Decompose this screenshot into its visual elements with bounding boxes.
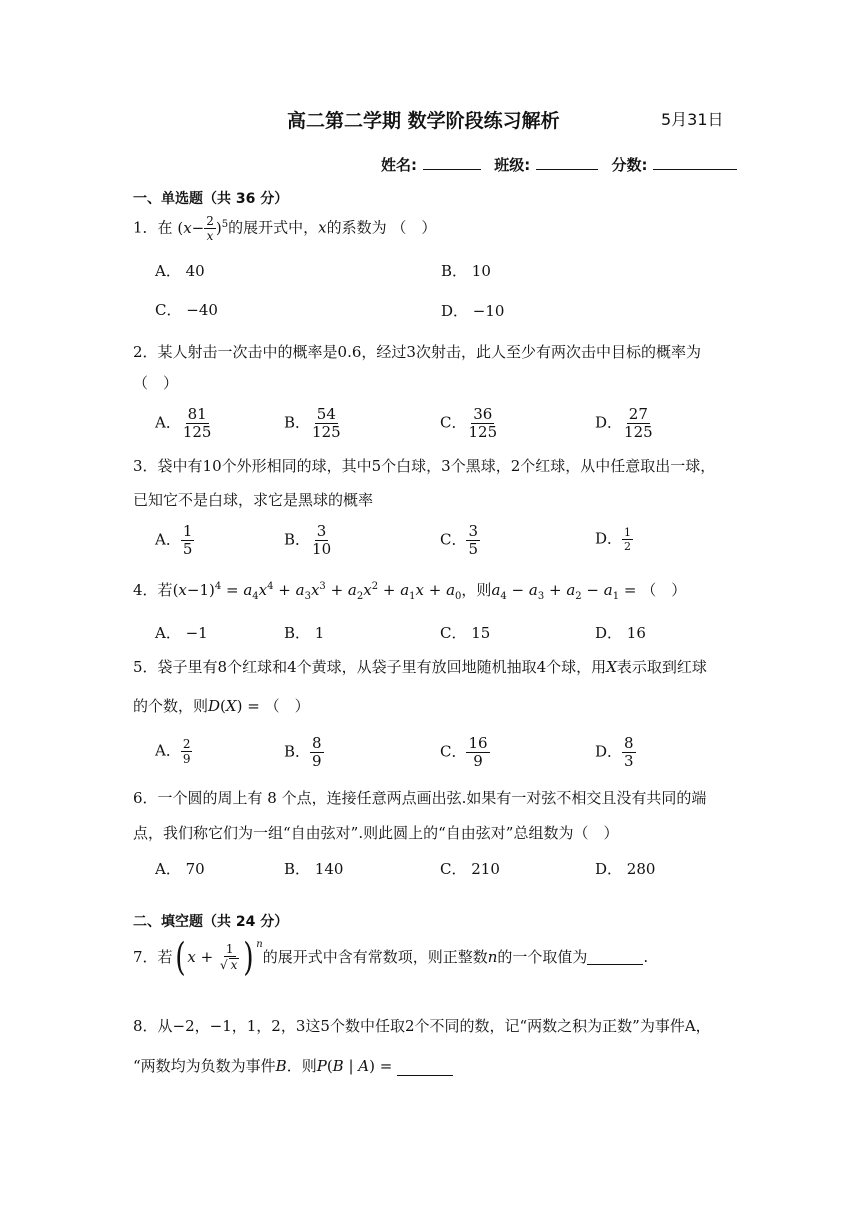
option-numerator: 8 xyxy=(624,734,634,752)
option-denominator: 2 xyxy=(624,540,632,553)
option-label: C． xyxy=(440,413,467,432)
option-denominator: 125 xyxy=(624,423,653,441)
question-1-pre: 在 xyxy=(157,218,173,237)
option-numerator: 36 xyxy=(473,405,493,423)
option-denominator: 9 xyxy=(312,752,322,770)
question-5-text-end: 表示取到红球 xyxy=(616,658,707,676)
question-7 xyxy=(133,935,649,979)
exam-date: 5月31日 xyxy=(661,110,724,129)
question-7-var: n xyxy=(487,948,498,966)
class-blank[interactable] xyxy=(536,168,598,170)
question-2-option-d[interactable] xyxy=(595,407,655,440)
question-1-var: x xyxy=(318,218,327,237)
question-5-expression: D(X) = xyxy=(208,697,260,715)
question-8-line-2-mid: ．则 xyxy=(286,1057,317,1075)
class-label: 班级: xyxy=(494,156,531,174)
question-5-line-2 xyxy=(133,696,310,716)
question-4-option-c[interactable]: C． 15 xyxy=(440,624,491,642)
question-8-line-2 xyxy=(133,1056,453,1076)
question-3-line-2: 已知它不是白球，求它是黑球的概率 xyxy=(133,491,374,509)
option-denominator: 3 xyxy=(624,752,634,770)
option-numerator: 3 xyxy=(468,522,479,540)
question-3-option-b[interactable] xyxy=(284,524,333,557)
option-label: A． xyxy=(155,530,181,549)
question-6-option-c[interactable]: C． 210 xyxy=(440,860,500,878)
score-blank[interactable] xyxy=(653,168,737,170)
question-5-var: X xyxy=(606,658,617,676)
section-heading-fill-in: 二、填空题（共 24 分） xyxy=(133,914,289,930)
answer-blank[interactable] xyxy=(397,1061,453,1076)
option-numerator: 81 xyxy=(187,405,207,423)
option-numerator: 8 xyxy=(312,734,322,752)
question-7-post2: 的一个取值为 xyxy=(497,948,588,966)
question-4-expression: $a_4 - a_3 + a_2 - a_1$ = xyxy=(491,581,637,602)
question-3-line-1: 3．袋中有10个外形相同的球，其中5个白球，3个黑球，2个红球，从中任意取出一球， xyxy=(133,457,716,475)
score-label: 分数: xyxy=(611,156,648,174)
question-8-var: B xyxy=(275,1057,287,1075)
question-6-line-2: 点，我们称它们为一组“自由弦对”.则此圆上的“自由弦对”总组数为（ ） xyxy=(133,824,619,842)
question-1-number: 1． xyxy=(133,218,158,237)
question-2-option-b[interactable] xyxy=(284,407,343,440)
option-denominator: 10 xyxy=(312,540,332,558)
page-title: 高二第二学期 数学阶段练习解析 xyxy=(287,110,560,132)
question-3-option-d[interactable] xyxy=(595,527,633,552)
question-5-option-b[interactable] xyxy=(284,736,324,769)
option-label: B． xyxy=(284,742,311,761)
option-label: C． xyxy=(440,742,467,761)
option-denominator: 5 xyxy=(468,540,479,558)
question-3-option-a[interactable] xyxy=(155,524,194,557)
question-5-option-a[interactable] xyxy=(155,738,192,765)
question-6-line-1: 6．一个圆的周上有 8 个点，连接任意两点画出弦.如果有一对弦不相交且没有共同的端 xyxy=(133,789,707,807)
name-blank[interactable] xyxy=(423,168,481,170)
question-5-text: 5．袋子里有8个红球和4个黄球，从袋子里有放回地随机抽取4个球，用 xyxy=(133,658,607,676)
option-label: A． xyxy=(155,741,181,760)
option-numerator: 1 xyxy=(182,522,193,540)
question-7-end: . xyxy=(643,948,649,966)
question-4-equation: $(x-1)^4 = a_4x^4 + a_3x^3 + a_2x^2 + a_1x + a_0$ xyxy=(172,581,462,602)
question-5-line-2-end: （ ） xyxy=(259,697,310,715)
section-heading-single-choice: 一、单选题（共 36 分） xyxy=(133,191,289,207)
question-4-option-d[interactable]: D． 16 xyxy=(595,624,646,642)
option-label: D． xyxy=(595,529,623,548)
name-label: 姓名: xyxy=(381,156,417,174)
option-numerator: 16 xyxy=(468,734,488,752)
question-1 xyxy=(133,215,436,242)
question-4 xyxy=(133,580,686,600)
question-7-formula: ( x + $\frac{1}{√ x}$ ) n xyxy=(174,935,263,979)
option-denominator: 9 xyxy=(473,752,483,770)
question-8-line-2-pre: “两数均为负数为事件 xyxy=(133,1057,276,1075)
question-3-option-c[interactable] xyxy=(440,524,480,557)
question-6-option-d[interactable]: D． 280 xyxy=(595,860,656,878)
question-4-option-a[interactable]: A． −1 xyxy=(155,624,208,642)
option-denominator: 5 xyxy=(182,540,193,558)
question-5-option-d[interactable] xyxy=(595,736,636,769)
question-1-post: 的展开式中， xyxy=(228,218,319,237)
question-4-pre: 若 xyxy=(157,581,173,599)
question-5-line-1 xyxy=(133,657,707,677)
option-numerator: 27 xyxy=(628,405,648,423)
option-numerator: 1 xyxy=(624,526,632,539)
question-4-end: （ ） xyxy=(636,581,687,599)
option-denominator: 9 xyxy=(182,752,191,766)
option-label: D． xyxy=(595,413,623,432)
question-4-number: 4． xyxy=(133,581,158,599)
option-denominator: 125 xyxy=(182,423,212,441)
option-label: B． xyxy=(284,530,311,549)
question-4-tail: ，则 xyxy=(461,581,492,599)
question-5-line-2-pre: 的个数，则 xyxy=(133,697,209,715)
question-6-option-b[interactable]: B． 140 xyxy=(284,860,344,878)
question-2-option-c[interactable] xyxy=(440,407,499,440)
option-label: B． xyxy=(284,413,311,432)
question-1-option-b[interactable]: B． 10 xyxy=(441,262,491,280)
question-1-option-a[interactable]: A． 40 xyxy=(155,262,205,280)
question-1-formula: (x− $\frac{2}{x}$ )$^5$ xyxy=(177,214,229,243)
question-2-line-1: 2．某人射击一次击中的概率是0.6，经过3次射击，此人至少有两次击中目标的概率为 xyxy=(133,343,701,361)
question-7-number: 7． xyxy=(133,948,158,966)
question-8-line-1: 8．从−2，−1，1，2，3这5个数中任取2个不同的数，记“两数之积为正数”为事件A， xyxy=(133,1017,711,1035)
question-1-option-c[interactable]: C． −40 xyxy=(155,301,218,319)
question-1-option-d[interactable]: D． −10 xyxy=(441,302,505,320)
question-7-post: 的展开式中含有常数项，则正整数 xyxy=(262,948,488,966)
question-5-option-c[interactable] xyxy=(440,736,490,769)
option-numerator: 54 xyxy=(316,405,336,423)
question-2-option-a[interactable] xyxy=(155,407,213,440)
option-label: C． xyxy=(440,530,467,549)
question-2-line-2: （ ） xyxy=(133,374,179,392)
option-label: A． xyxy=(155,413,181,432)
answer-blank[interactable] xyxy=(587,950,643,965)
student-info-row xyxy=(381,154,745,175)
question-4-option-b[interactable]: B． 1 xyxy=(284,624,325,642)
question-8-expression: P(B | A) = xyxy=(316,1057,398,1075)
question-1-post2: 的系数为 （ ） xyxy=(326,218,437,237)
option-numerator: 3 xyxy=(316,522,327,540)
option-label: D． xyxy=(595,742,623,761)
option-denominator: 125 xyxy=(468,423,498,441)
option-denominator: 125 xyxy=(312,423,341,441)
option-numerator: 2 xyxy=(182,737,191,751)
question-6-option-a[interactable]: A． 70 xyxy=(155,860,205,878)
question-7-pre: 若 xyxy=(157,948,173,966)
